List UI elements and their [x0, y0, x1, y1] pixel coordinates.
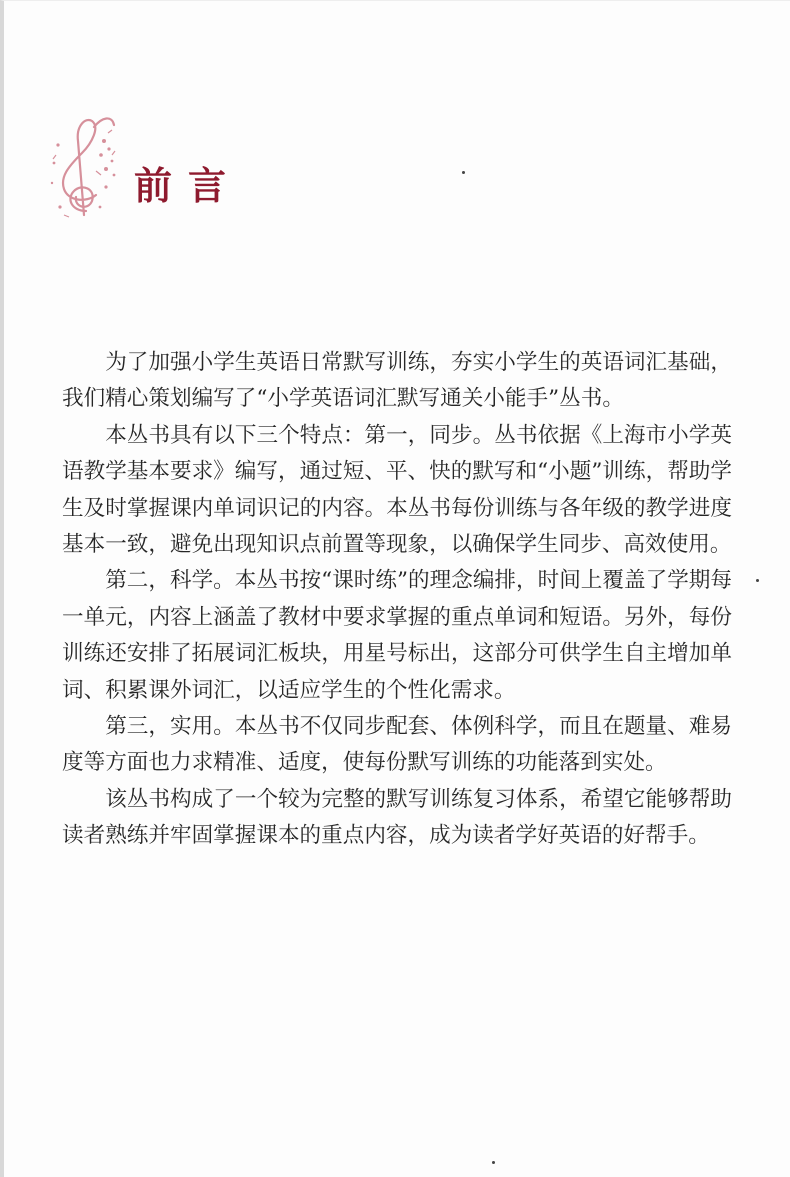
paragraph: 该丛书构成了一个较为完整的默写训练复习体系，希望它能够帮助读者熟练并牢固掌握课本的重点内容，成为读者学好英语的好帮手。 [62, 786, 732, 849]
speck [492, 1161, 495, 1164]
page-title: 前言 [134, 164, 243, 208]
paragraph: 本丛书具有以下三个特点：第一，同步。丛书依据《上海市小学英语教学基本要求》编写，通过短、平、快的默写和“小题”训练，帮助学生及时掌握课内单词识记的内容。本丛书每份训练与各年级的教学进度基本一致，避免出现知识点前置等现象，以确保学生同步、高效使用。 [62, 422, 732, 558]
paragraph: 第三，实用。本丛书不仅同步配套、体例科学，而且在题量、难易度等方面也力求精准、适度，使每份默写训练的功能落到实处。 [62, 714, 732, 776]
preface-heading [46, 111, 366, 221]
paragraph: 第二，科学。本丛书按“课时练”的理念编排，时间上覆盖了学期每一单元，内容上涵盖了教材中要求掌握的重点单词和短语。另外，每份训练还安排了拓展词汇板块，用星号标出，这部分可供学生自主增加单词、积累课外词汇，以适应学生的个性化需求。 [62, 568, 732, 703]
speck [462, 171, 465, 174]
treble-clef-icon [46, 111, 120, 221]
speck [756, 579, 759, 582]
preface-body [62, 345, 732, 855]
paragraph: 为了加强小学生英语日常默写训练，夯实小学生的英语词汇基础，我们精心策划编写了“小学英语词汇默写通关小能手”丛书。 [62, 350, 732, 412]
